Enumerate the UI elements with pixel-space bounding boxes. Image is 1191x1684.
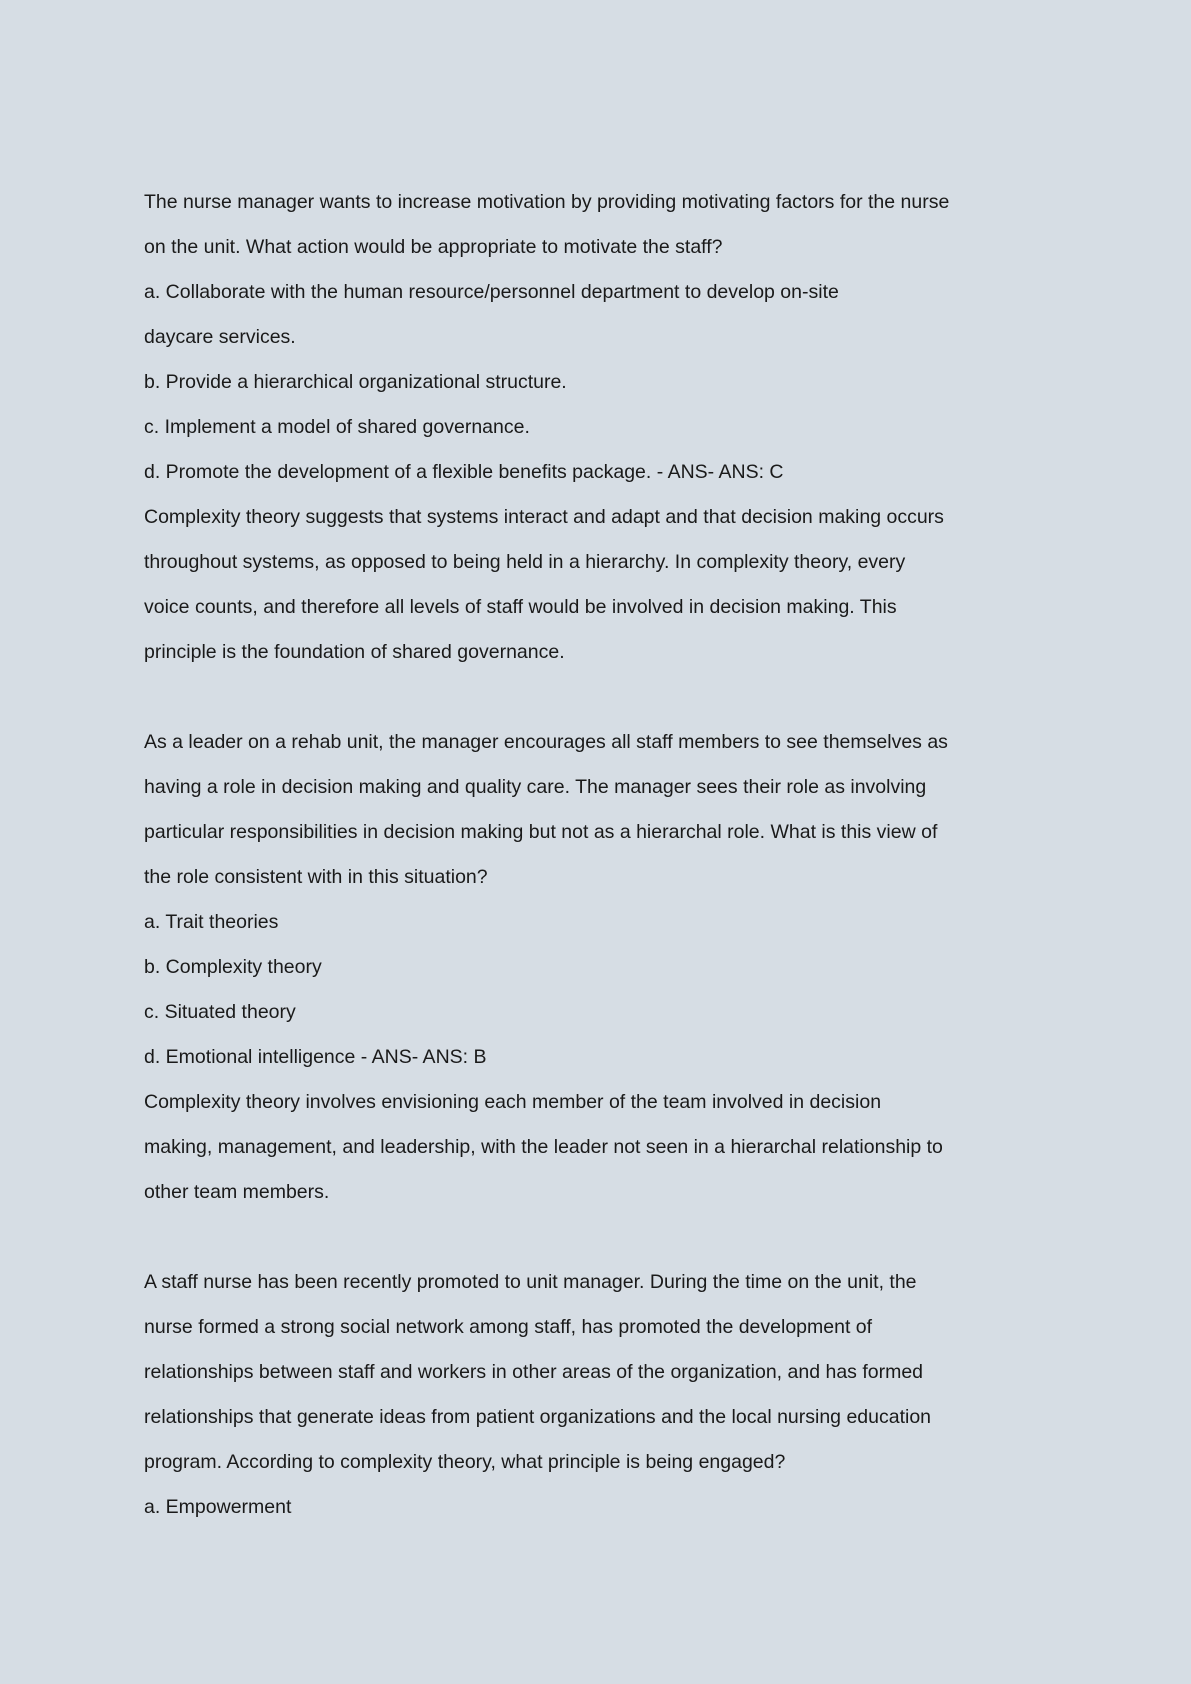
answer-option-a: a. Empowerment [144, 1496, 292, 1518]
answer-option-a-continued: daycare services. [144, 326, 296, 348]
answer-option-a: a. Trait theories [144, 911, 279, 933]
question-block-2 [144, 720, 1044, 1215]
question-block-1 [144, 180, 1044, 675]
question-stem-line: A staff nurse has been recently promoted to unit manager. During the time on the unit, the [144, 1271, 917, 1293]
question-stem-line: As a leader on a rehab unit, the manager encourages all staff members to see themselves as [144, 731, 948, 753]
rationale-line: principle is the foundation of shared governance. [144, 641, 565, 663]
document-body [144, 180, 1044, 1530]
question-block-3 [144, 1260, 1044, 1530]
answer-option-b: b. Provide a hierarchical organizational structure. [144, 371, 567, 393]
answer-option-a: a. Collaborate with the human resource/personnel department to develop on-site [144, 281, 839, 303]
question-stem-line: relationships between staff and workers in other areas of the organization, and has formed [144, 1361, 924, 1383]
answer-option-c: c. Implement a model of shared governance. [144, 416, 530, 438]
rationale-line: making, management, and leadership, with the leader not seen in a hierarchal relationship to [144, 1136, 943, 1158]
question-stem-line: having a role in decision making and quality care. The manager sees their role as involving [144, 776, 927, 798]
question-stem-line: nurse formed a strong social network among staff, has promoted the development of [144, 1316, 873, 1338]
question-stem-line: the role consistent with in this situation? [144, 866, 488, 888]
question-stem-line: The nurse manager wants to increase motivation by providing motivating factors for the nurse [144, 191, 950, 213]
rationale-line: throughout systems, as opposed to being held in a hierarchy. In complexity theory, every [144, 551, 906, 573]
question-stem-line: program. According to complexity theory, what principle is being engaged? [144, 1451, 786, 1473]
question-stem-line: particular responsibilities in decision making but not as a hierarchal role. What is this view of [144, 821, 938, 843]
rationale-line: other team members. [144, 1181, 330, 1203]
rationale-line: Complexity theory involves envisioning each member of the team involved in decision [144, 1091, 882, 1113]
question-stem-line: relationships that generate ideas from patient organizations and the local nursing education [144, 1406, 932, 1428]
question-stem-line: on the unit. What action would be appropriate to motivate the staff? [144, 236, 723, 258]
answer-option-d: d. Promote the development of a flexible benefits package. - ANS- ANS: C [144, 461, 784, 483]
rationale-line: Complexity theory suggests that systems interact and adapt and that decision making occurs [144, 506, 944, 528]
answer-option-b: b. Complexity theory [144, 956, 322, 978]
paragraph-gap [144, 675, 1044, 720]
paragraph-gap [144, 1215, 1044, 1260]
rationale-line: voice counts, and therefore all levels of staff would be involved in decision making. This [144, 596, 897, 618]
answer-option-d: d. Emotional intelligence - ANS- ANS: B [144, 1046, 487, 1068]
answer-option-c: c. Situated theory [144, 1001, 296, 1023]
